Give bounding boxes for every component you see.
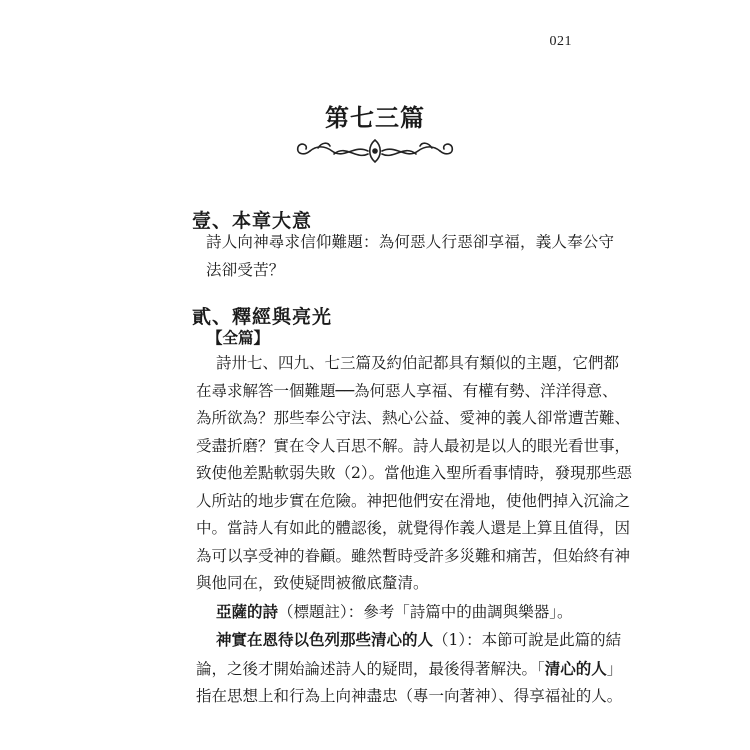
paragraph-line: 指在思想上和行為上向神盡忠（專一向著神）、得享福祉的人。 (196, 687, 623, 705)
chapter-title: 第七三篇 (325, 103, 425, 132)
summary-paragraph (196, 228, 615, 284)
paragraph-line: 與他同在，致使疑問被徹底釐清。 (196, 574, 429, 592)
section-heading-exegesis: 貳、釋經與亮光 (192, 306, 333, 328)
note-text: （標題註）：參考「詩篇中的曲調與樂器」。 (278, 603, 573, 621)
verse-emphasis: 亞薩的詩 (216, 602, 279, 621)
page-number: 021 (549, 34, 572, 49)
paragraph-line: 詩卅七、四九、七三篇及約伯記都具有類似的主題，它們都 (216, 354, 620, 372)
sub-label-whole-psalm: 【全篇】 (207, 328, 270, 347)
verse-emphasis: 清心的人 (544, 658, 607, 678)
verse-one-paragraph (196, 626, 623, 711)
summary-line: 法卻受苦？ (206, 261, 285, 279)
note-text: （1）：本節可說是此篇的結 (433, 631, 622, 649)
paragraph-line: 在尋求解答一個難題──為何惡人享福、有權有勢、洋洋得意、 (196, 381, 618, 400)
flourish-ornament-icon (288, 134, 462, 168)
paragraph-line: 人所站的地步實在危險。神把他們安在滑地，使他們掉入沉淪之 (196, 491, 631, 510)
verse-emphasis: 神實在恩待以色列那些清心的人 (216, 630, 434, 649)
note-text: 」 (606, 659, 623, 678)
paragraph-line: 中。當詩人有如此的體認後，就覺得作義人還是上算且值得，因 (196, 519, 631, 537)
paragraph-line: 致使他差點軟弱失敗（2）。當他進入聖所看事情時，發現那些惡 (196, 464, 633, 482)
section-heading-summary: 壹、本章大意 (192, 210, 313, 232)
paragraph-line: 受盡折磨？實在令人百思不解。詩人最初是以人的眼光看世事， (196, 436, 631, 455)
note-text: 論，之後才開始論述詩人的疑問，最後得著解決。「 (196, 659, 545, 678)
title-note-paragraph (196, 598, 582, 627)
summary-line: 詩人向神尋求信仰難題：為何惡人行惡卻享福，義人奉公守 (206, 233, 615, 251)
exegesis-paragraph (196, 350, 633, 598)
paragraph-line: 為可以享受神的眷顧。雖然暫時受許多災難和痛苦，但始終有神 (196, 546, 631, 565)
paragraph-line: 為所欲為？那些奉公守法、熱心公益、愛神的義人卻常遭苦難、 (196, 409, 631, 427)
